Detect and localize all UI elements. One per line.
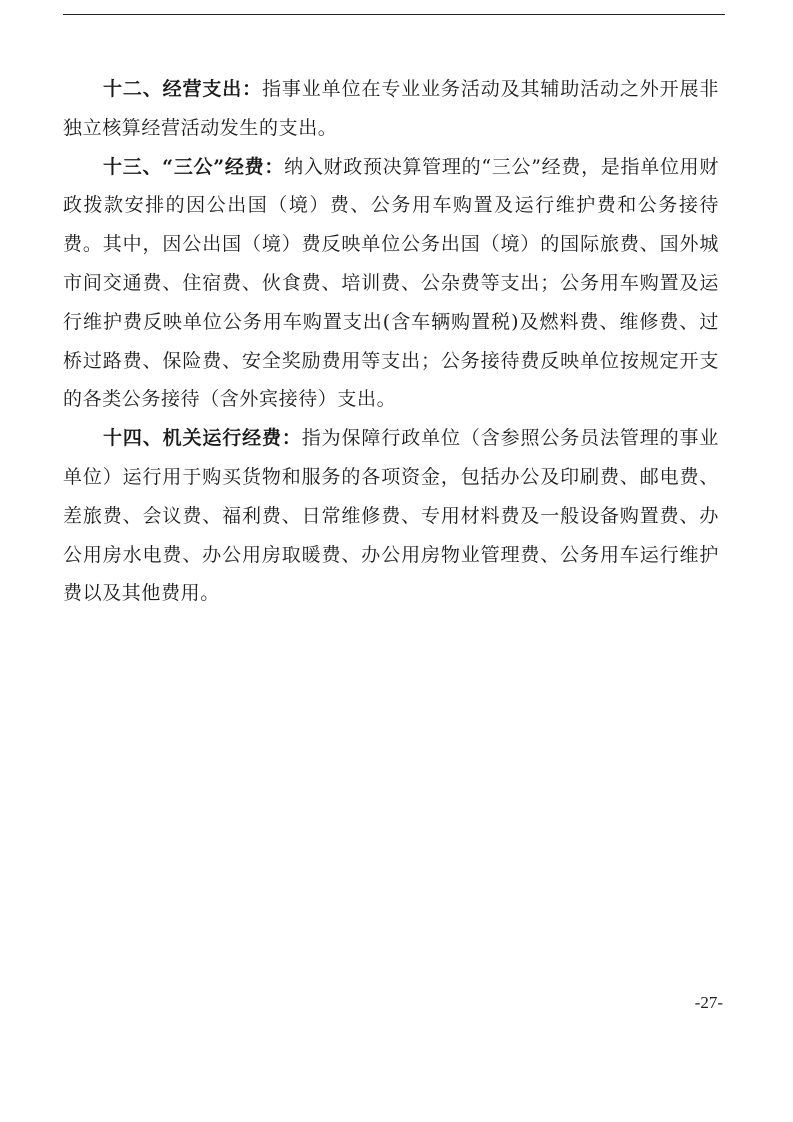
paragraph-operating-expenses bbox=[63, 70, 719, 148]
page-number: -27- bbox=[694, 993, 723, 1012]
paragraph-agency-operating-funds bbox=[63, 419, 719, 613]
definition-operating-expenses: 指事业单位在专业业务活动及其辅助活动之外开展非独立核算经营活动发生的支出。 bbox=[63, 78, 719, 139]
definition-agency-operating-funds: 指为保障行政单位（含参照公务员法管理的事业单位）运行用于购买货物和服务的各项资金，包括办公及印刷费、邮电费、差旅费、会议费、福利费、日常维修费、专用材料费及一般设备购置费、办公用房水电费、办公用房取暖费、办公用房物业管理费、公务用车运行维护费以及其他费用。 bbox=[63, 427, 719, 605]
term-operating-expenses: 十二、经营支出： bbox=[103, 78, 263, 100]
definition-three-public-expenses: 纳入财政预决算管理的“三公”经费，是指单位用财政拨款安排的因公出国（境）费、公务用车购置及运行维护费和公务接待费。其中，因公出国（境）费反映单位公务出国（境）的国际旅费、国外城市间交通费、住宿费、伙食费、培训费、公杂费等支出；公务用车购置及运行维护费反映单位公务用车购置支出(含车辆购置税)及燃料费、维修费、过桥过路费、保险费、安全奖励费用等支出；公务接待费反映单位按规定开支的各类公务接待（含外宾接待）支出。 bbox=[63, 155, 720, 411]
paragraph-three-public-expenses bbox=[63, 148, 719, 420]
term-agency-operating-funds: 十四、机关运行经费： bbox=[103, 427, 302, 450]
term-three-public-expenses: 十三、“三公”经费： bbox=[103, 155, 285, 178]
document-body bbox=[63, 70, 719, 613]
header-rule bbox=[63, 14, 725, 15]
